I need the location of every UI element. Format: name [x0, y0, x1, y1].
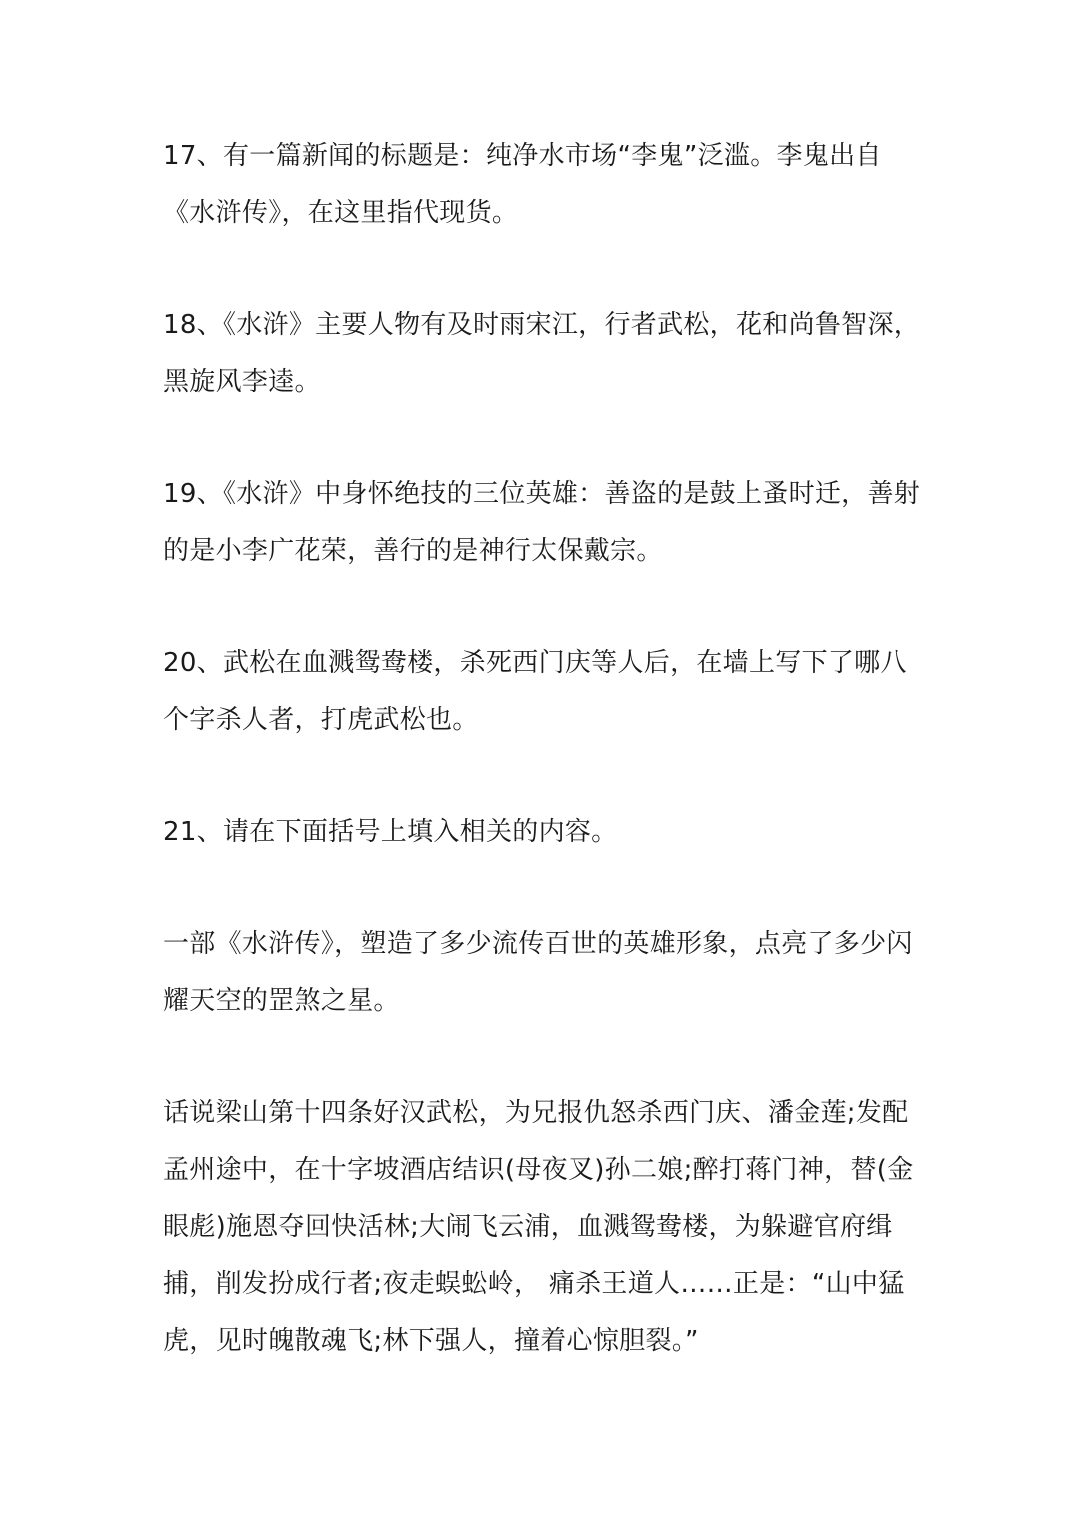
paragraph-19: 19、《水浒》中身怀绝技的三位英雄：善盗的是鼓上蚤时迁，善射的是小李广花荣，善行的是神行太保戴宗。 — [163, 479, 921, 566]
paragraph-20: 20、武松在血溅鸳鸯楼，杀死西门庆等人后，在墙上写下了哪八个字杀人者，打虎武松也。 — [163, 648, 907, 735]
paragraph-18: 18、《水浒》主要人物有及时雨宋江，行者武松，花和尚鲁智深，黑旋风李逵。 — [163, 310, 921, 397]
paragraph-21: 21、请在下面括号上填入相关的内容。 — [163, 817, 618, 847]
paragraph-intro: 一部《水浒传》，塑造了多少流传百世的英雄形象，点亮了多少闪耀天空的罡煞之星。 — [163, 929, 913, 1016]
paragraph-17: 17、有一篇新闻的标题是：纯净水市场“李鬼”泛滥。李鬼出自《水浒传》，在这里指代现货。 — [163, 141, 882, 228]
paragraph-wusong: 话说梁山第十四条好汉武松，为兄报仇怒杀西门庆、潘金莲;发配孟州途中，在十字坡酒店结识(母夜叉)孙二娘;醉打蒋门神，替(金眼彪)施恩夺回快活林;大闹飞云浦，血溅鸳鸯楼，为躲避官府缉捕，削发扮成行者;夜走蜈蚣岭， 痛杀王道人……正是：“山中猛虎，见时魄散魂飞;林下强人，撞着心惊胆裂。” — [163, 1098, 914, 1356]
document-page — [163, 128, 923, 1425]
